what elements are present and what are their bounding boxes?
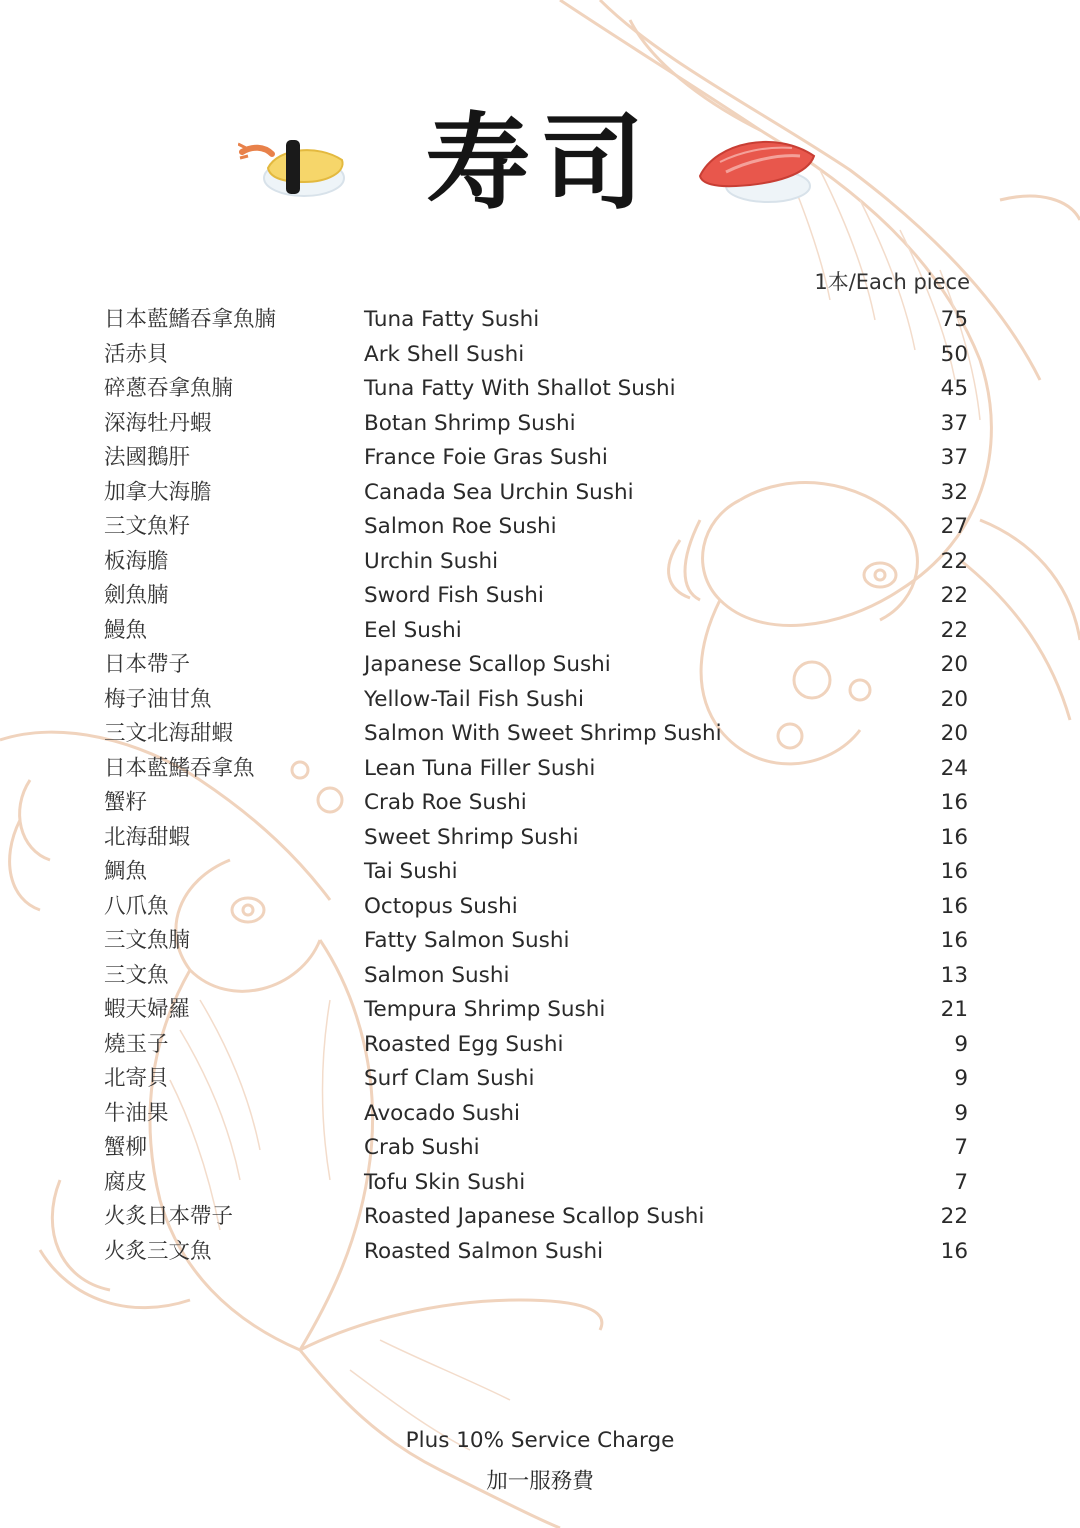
page-title: 寿司 <box>425 101 654 224</box>
item-english-name: Tofu Skin Sushi <box>364 1169 526 1195</box>
item-price: 20 <box>940 721 968 746</box>
item-price: 9 <box>954 1031 968 1057</box>
list-item <box>104 924 968 959</box>
item-price: 21 <box>940 997 968 1022</box>
item-price: 7 <box>954 1169 968 1195</box>
item-chinese-name: 火炙日本帶子 <box>104 1204 234 1229</box>
item-english-name: Roasted Salmon Sushi <box>364 1238 604 1264</box>
item-chinese-name: 梅子油甘魚 <box>104 686 212 712</box>
item-price: 16 <box>940 824 968 850</box>
item-chinese-name: 三文魚 <box>104 962 169 988</box>
item-price: 24 <box>940 755 968 781</box>
item-chinese-name: 腐皮 <box>104 1169 148 1195</box>
item-chinese-name: 日本藍鰭吞拿魚腩 <box>104 307 277 332</box>
item-price: 32 <box>940 479 968 505</box>
list-item <box>104 1131 968 1166</box>
item-chinese-name: 法國鵝肝 <box>104 445 191 470</box>
menu-list <box>104 303 968 1269</box>
item-english-name: Roasted Japanese Scallop Sushi <box>364 1204 705 1229</box>
list-item <box>104 407 968 442</box>
list-item <box>104 1028 968 1063</box>
list-item <box>104 1062 968 1097</box>
service-charge-english: Plus 10% Service Charge <box>405 1428 675 1453</box>
item-english-name: Sword Fish Sushi <box>364 583 544 608</box>
service-charge-chinese: 加一服務費 <box>486 1469 594 1494</box>
item-chinese-name: 北海甜蝦 <box>104 824 191 850</box>
item-price: 22 <box>940 1204 968 1229</box>
item-english-name: Fatty Salmon Sushi <box>364 928 570 953</box>
list-item <box>104 614 968 649</box>
list-item <box>104 855 968 890</box>
list-item <box>104 821 968 856</box>
list-item <box>104 786 968 821</box>
item-chinese-name: 劍魚腩 <box>104 583 169 608</box>
item-chinese-name: 北寄貝 <box>104 1066 169 1091</box>
item-price: 22 <box>940 583 968 608</box>
list-item <box>104 648 968 683</box>
item-price: 16 <box>940 1238 968 1264</box>
item-price: 45 <box>940 376 968 401</box>
item-chinese-name: 火炙三文魚 <box>104 1238 212 1264</box>
list-item <box>104 1200 968 1235</box>
item-english-name: Crab Roe Sushi <box>364 790 527 815</box>
list-item <box>104 338 968 373</box>
list-item <box>104 579 968 614</box>
item-english-name: Eel Sushi <box>364 617 462 643</box>
list-item <box>104 476 968 511</box>
item-price: 20 <box>940 652 968 677</box>
item-price: 9 <box>954 1100 968 1126</box>
list-item <box>104 1166 968 1201</box>
item-english-name: Japanese Scallop Sushi <box>364 652 611 677</box>
item-english-name: Salmon Sushi <box>364 962 510 988</box>
item-chinese-name: 蝦天婦羅 <box>104 997 191 1022</box>
item-english-name: Canada Sea Urchin Sushi <box>364 479 634 505</box>
item-chinese-name: 蟹柳 <box>104 1135 148 1160</box>
item-english-name: Urchin Sushi <box>364 548 499 574</box>
list-item <box>104 510 968 545</box>
item-price: 22 <box>940 548 968 574</box>
item-price: 37 <box>940 410 968 436</box>
item-english-name: Yellow-Tail Fish Sushi <box>364 686 585 712</box>
item-english-name: Avocado Sushi <box>364 1100 521 1126</box>
item-price: 75 <box>940 307 968 332</box>
item-chinese-name: 八爪魚 <box>104 893 169 919</box>
item-price: 27 <box>940 514 968 539</box>
item-chinese-name: 深海牡丹蝦 <box>104 410 212 436</box>
item-chinese-name: 燒玉子 <box>104 1031 169 1057</box>
item-chinese-name: 加拿大海膽 <box>104 479 212 505</box>
item-english-name: Crab Sushi <box>364 1135 480 1160</box>
list-item <box>104 441 968 476</box>
item-price: 9 <box>954 1066 968 1091</box>
item-english-name: Tuna Fatty Sushi <box>364 307 540 332</box>
list-item <box>104 993 968 1028</box>
list-item <box>104 303 968 338</box>
item-english-name: Octopus Sushi <box>364 893 518 919</box>
item-english-name: Salmon Roe Sushi <box>364 514 557 539</box>
tuna-sushi-icon <box>696 132 820 208</box>
list-item <box>104 372 968 407</box>
item-price: 16 <box>940 928 968 953</box>
list-item <box>104 752 968 787</box>
list-item <box>104 1235 968 1270</box>
list-item <box>104 717 968 752</box>
price-unit-label: 1本/Each piece <box>814 270 970 294</box>
item-english-name: Tuna Fatty With Shallot Sushi <box>364 376 676 401</box>
item-chinese-name: 鰻魚 <box>104 617 148 643</box>
item-price: 37 <box>940 445 968 470</box>
item-chinese-name: 活赤貝 <box>104 341 169 367</box>
item-chinese-name: 三文魚腩 <box>104 928 191 953</box>
item-english-name: Roasted Egg Sushi <box>364 1031 564 1057</box>
item-english-name: Salmon With Sweet Shrimp Sushi <box>364 721 722 746</box>
item-english-name: Botan Shrimp Sushi <box>364 410 576 436</box>
item-english-name: Surf Clam Sushi <box>364 1066 535 1091</box>
item-english-name: Lean Tuna Filler Sushi <box>364 755 596 781</box>
list-item <box>104 683 968 718</box>
list-item <box>104 959 968 994</box>
item-price: 16 <box>940 790 968 815</box>
item-chinese-name: 碎蔥吞拿魚腩 <box>104 376 234 401</box>
item-price: 13 <box>940 962 968 988</box>
list-item <box>104 545 968 580</box>
item-chinese-name: 板海膽 <box>104 548 169 574</box>
item-price: 22 <box>940 617 968 643</box>
item-price: 16 <box>940 893 968 919</box>
item-english-name: Tempura Shrimp Sushi <box>364 997 606 1022</box>
item-price: 20 <box>940 686 968 712</box>
item-price: 50 <box>940 341 968 367</box>
list-item <box>104 890 968 925</box>
item-chinese-name: 蟹籽 <box>104 790 148 815</box>
item-english-name: Ark Shell Sushi <box>364 341 525 367</box>
item-chinese-name: 牛油果 <box>104 1100 169 1126</box>
item-chinese-name: 三文北海甜蝦 <box>104 721 234 746</box>
item-chinese-name: 日本帶子 <box>104 652 191 677</box>
list-item <box>104 1097 968 1132</box>
item-english-name: Tai Sushi <box>364 859 458 884</box>
item-price: 7 <box>954 1135 968 1160</box>
item-chinese-name: 鯛魚 <box>104 859 148 884</box>
item-chinese-name: 日本藍鰭吞拿魚 <box>104 755 255 781</box>
item-chinese-name: 三文魚籽 <box>104 514 191 539</box>
item-english-name: Sweet Shrimp Sushi <box>364 824 579 850</box>
item-english-name: France Foie Gras Sushi <box>364 445 608 470</box>
item-price: 16 <box>940 859 968 884</box>
